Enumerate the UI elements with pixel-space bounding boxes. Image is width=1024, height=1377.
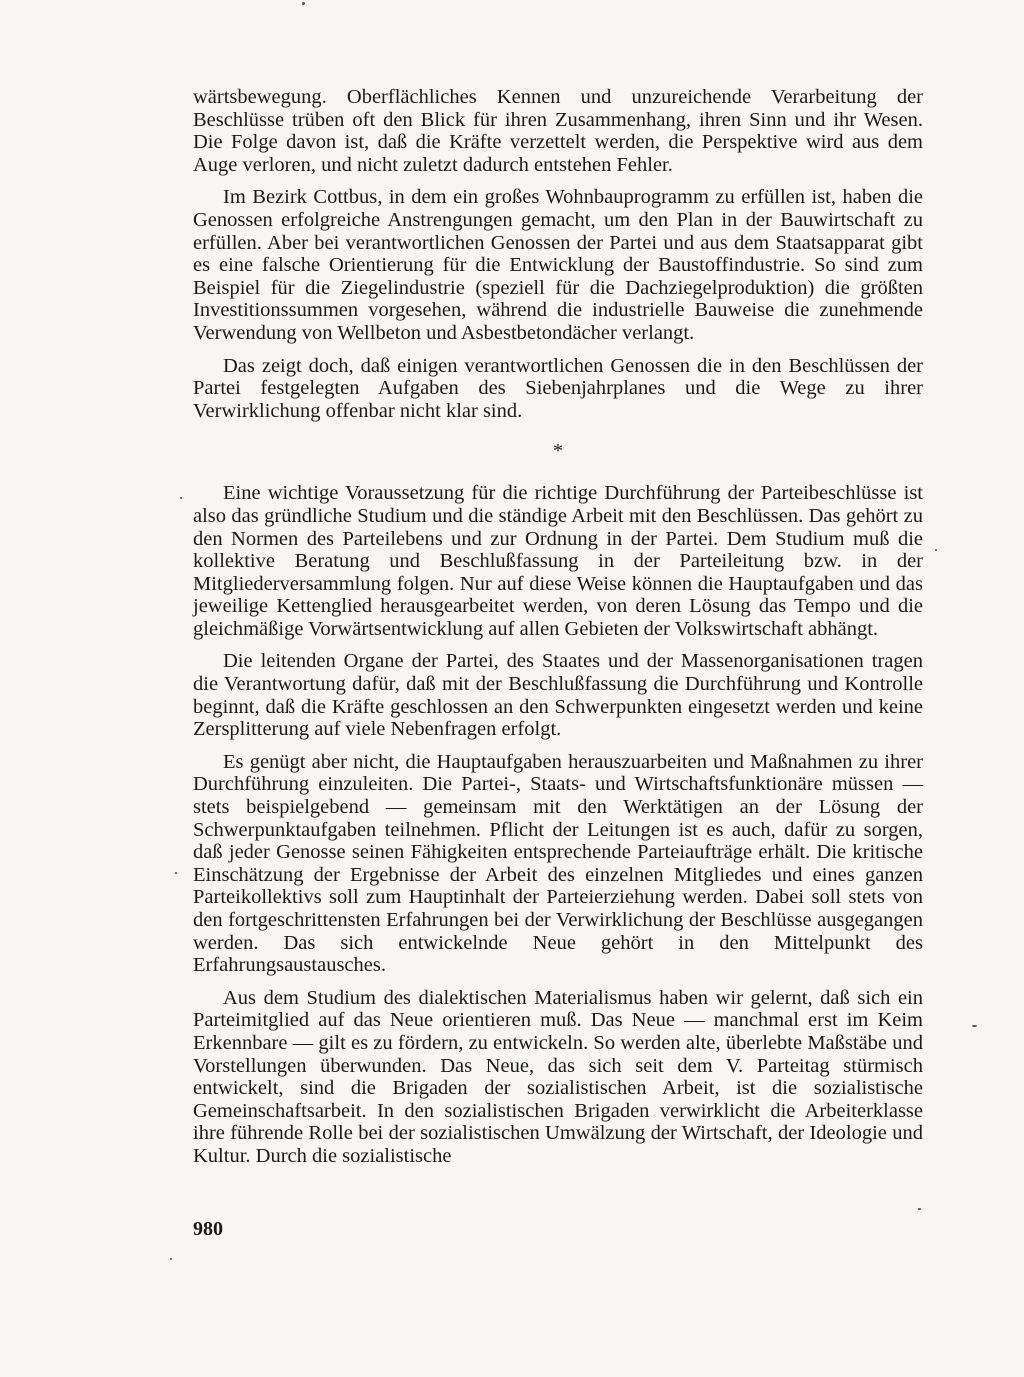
- scan-speck: [935, 549, 937, 551]
- paragraph-4: Eine wichtige Voraussetzung für die richtige Durchführung der Parteibeschlüsse ist also das gründliche Studium und die ständige Arbeit mit den Beschlüssen. Das gehört zu den Normen des Parteilebens und zur Ordnung in der Partei. Dem Studium muß die kollektive Beratung und Beschlußfassung in der Parteileitung bzw. in der Mitgliederversammlung folgen. Nur auf diese Weise können die Hauptaufgaben und das jeweilige Kettenglied herausgearbeitet werden, von deren Lösung das Tempo und die gleichmäßige Vorwärtsentwicklung auf allen Gebieten der Volkswirtschaft abhängt.: [193, 482, 923, 640]
- scan-speck: [175, 872, 177, 874]
- scan-speck: [170, 1258, 172, 1260]
- body-text: [193, 86, 923, 1178]
- scan-speck: [918, 1208, 921, 1210]
- scan-speck: [972, 1025, 977, 1027]
- page-number: 980: [193, 1218, 223, 1240]
- paragraph-5: Die leitenden Organe der Partei, des Staates und der Massenorganisationen tragen die Verantwortung dafür, daß mit der Beschlußfassung die Durchführung und Kontrolle beginnt, daß die Kräfte geschlossen an den Schwerpunkten eingesetzt werden und keine Zersplitterung auf viele Nebenfragen erfolgt.: [193, 650, 923, 741]
- paragraph-7: Aus dem Studium des dialektischen Materialismus haben wir gelernt, daß sich ein Parteimitglied auf das Neue orientieren muß. Das Neue — manchmal erst im Keim Erkennbare — gilt es zu fördern, zu entwickeln. So werden alte, überlebte Maßstäbe und Vorstellungen überwunden. Das Neue, das sich seit dem V. Parteitag stürmisch entwickelt, sind die Brigaden der sozialistischen Arbeit, ist die sozialistische Gemeinschaftsarbeit. In den sozialistischen Brigaden verwirklicht die Arbeiterklasse ihre führende Rolle bei der sozialistischen Umwälzung der Wirtschaft, der Ideologie und Kultur. Durch die sozialistische: [193, 986, 923, 1167]
- scan-speck: [180, 497, 182, 499]
- paragraph-1: wärtsbewegung. Oberflächliches Kennen und unzureichende Verarbeitung der Beschlüsse trüben oft den Blick für ihren Zusammenhang, ihren Sinn und ihr Wesen. Die Folge davon ist, daß die Kräfte verzettelt werden, die Perspektive wird aus dem Auge verloren, und nicht zuletzt dadurch entstehen Fehler.: [193, 86, 923, 176]
- paragraph-2: Im Bezirk Cottbus, in dem ein großes Wohnbauprogramm zu erfüllen ist, haben die Genossen erfolgreiche Anstrengungen gemacht, um den Plan in der Bauwirtschaft zu erfüllen. Aber bei verantwortlichen Genossen der Partei und aus dem Staatsapparat gibt es eine falsche Orientierung für die Entwicklung der Baustoffindustrie. So sind zum Beispiel für die Ziegelindustrie (speziell für die Dachziegelproduktion) die größten Investitionssummen vorgesehen, während die industrielle Bauweise die zunehmende Verwendung von Wellbeton und Asbestbetondächer verlangt.: [193, 186, 923, 344]
- paragraph-6: Es genügt aber nicht, die Hauptaufgaben herauszuarbeiten und Maßnahmen zu ihrer Durchführung einzuleiten. Die Partei-, Staats- und Wirtschaftsfunktionäre müssen — stets beispielgebend — gemeinsam mit den Werktätigen an der Lösung der Schwerpunktaufgaben teilnehmen. Pflicht der Leitungen ist es auch, dafür zu sorgen, daß jeder Genosse seinen Fähigkeiten entsprechende Parteiaufträge erhält. Die kritische Einschätzung der Ergebnisse der Arbeit des einzelnen Mitgliedes und eines ganzen Parteikollektivs soll zum Hauptinhalt der Parteierziehung werden. Dabei soll stets von den fortgeschrittensten Erfahrungen bei der Verwirklichung der Beschlüsse ausgegangen werden. Das sich entwickelnde Neue gehört in den Mittelpunkt des Erfahrungsaustausches.: [193, 750, 923, 977]
- scan-speck: [302, 2, 305, 5]
- paragraph-3: Das zeigt doch, daß einigen verantwortlichen Genossen die in den Beschlüssen der Partei festgelegten Aufgaben des Siebenjahrplanes und die Wege zu ihrer Verwirklichung offenbar nicht klar sind.: [193, 354, 923, 422]
- section-separator: *: [553, 440, 563, 463]
